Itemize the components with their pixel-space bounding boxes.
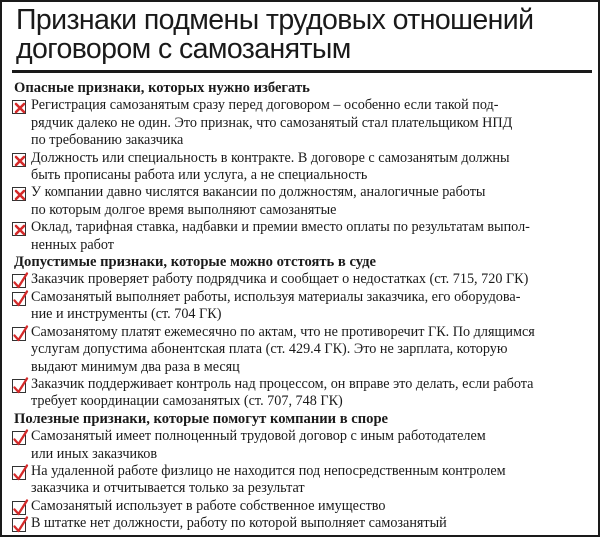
checkbox-box bbox=[12, 274, 26, 288]
item-text-line: выдают минимум два раза в месяц bbox=[31, 358, 240, 375]
item-text bbox=[31, 515, 596, 532]
title-divider bbox=[12, 70, 592, 73]
list-item bbox=[12, 289, 596, 324]
list-item bbox=[12, 271, 596, 288]
item-text-line: Заказчик поддерживает контроль над процессом, он вправе это делать, если работа bbox=[31, 375, 534, 392]
list-item bbox=[12, 219, 596, 254]
page-title bbox=[16, 6, 596, 64]
item-text bbox=[31, 97, 596, 149]
item-text-line: Оклад, тарифная ставка, надбавки и премии вместо оплаты по результатам выпол- bbox=[31, 219, 530, 236]
item-text-line: Заказчик проверяет работу подрядчика и сообщает о недостатках (ст. 715, 720 ГК) bbox=[31, 271, 529, 288]
checkbox-box bbox=[12, 327, 26, 341]
checkmark-icon bbox=[12, 429, 28, 447]
checkbox-box bbox=[12, 379, 26, 393]
checkbox-box bbox=[12, 466, 26, 480]
item-text-line: ние и инструменты (ст. 704 ГК) bbox=[31, 306, 222, 323]
item-text bbox=[31, 184, 596, 219]
item-text-line: На удаленной работе физлицо не находится под непосредственным контролем bbox=[31, 462, 506, 479]
item-text bbox=[31, 498, 596, 515]
list-item bbox=[12, 463, 596, 498]
item-text bbox=[31, 324, 596, 376]
checkmark-icon bbox=[12, 272, 28, 290]
checkmark-icon bbox=[12, 499, 28, 517]
checkmark-icon bbox=[12, 290, 28, 308]
list-item bbox=[12, 324, 596, 376]
list-item bbox=[12, 184, 596, 219]
item-text bbox=[31, 150, 596, 185]
item-text bbox=[31, 289, 596, 324]
cross-icon bbox=[12, 151, 28, 169]
item-text-line: или иных заказчиков bbox=[31, 445, 158, 462]
item-text bbox=[31, 376, 596, 411]
checkmark-icon bbox=[12, 377, 28, 395]
section-heading: Полезные признаки, которые помогут компании в споре bbox=[14, 410, 389, 427]
list-item bbox=[12, 150, 596, 185]
item-text-line: Самозанятый использует в работе собственное имущество bbox=[31, 497, 386, 514]
item-text-line: Самозанятый выполняет работы, используя материалы заказчика, его оборудова- bbox=[31, 288, 521, 305]
item-text-line: заказчика и отчитывается только за результат bbox=[31, 480, 305, 497]
item-text-line: Самозанятому платят ежемесячно по актам, что не противоречит ГК. По длящимся bbox=[31, 323, 535, 340]
cross-icon bbox=[12, 220, 28, 238]
item-text-line: рядчик далеко не один. Это признак, что самозанятый стал плательщиком НПД bbox=[31, 114, 513, 131]
checkbox-box bbox=[12, 153, 26, 167]
title-line: Признаки подмены трудовых отношений bbox=[16, 4, 534, 36]
checkbox-box bbox=[12, 222, 26, 236]
checkmark-icon bbox=[12, 464, 28, 482]
item-text-line: Регистрация самозанятым сразу перед договором – особенно если такой под- bbox=[31, 97, 499, 114]
item-text bbox=[31, 271, 596, 288]
list-item bbox=[12, 97, 596, 149]
cross-icon bbox=[12, 185, 28, 203]
section-heading: Опасные признаки, которых нужно избегать bbox=[14, 80, 310, 96]
item-text bbox=[31, 428, 596, 463]
checkmark-icon bbox=[12, 325, 28, 343]
item-text-line: услугам допустима абонентская плата (ст. 429.4 ГК). Это не зарплата, которую bbox=[31, 341, 508, 358]
item-text-line: по требованию заказчика bbox=[31, 132, 184, 149]
checkbox-box bbox=[12, 292, 26, 306]
item-text bbox=[31, 463, 596, 498]
item-text-line: Должность или специальность в контракте. В договоре с самозанятым должны bbox=[31, 149, 510, 166]
item-text-line: В штатке нет должности, работу по которой выполняет самозанятый bbox=[31, 515, 447, 532]
checkmark-icon bbox=[12, 516, 28, 534]
list-item bbox=[12, 515, 596, 532]
list-item bbox=[12, 428, 596, 463]
checkbox-box bbox=[12, 431, 26, 445]
item-text-line: быть прописаны работа или услуга, а не специальность bbox=[31, 167, 368, 184]
checkbox-box bbox=[12, 518, 26, 532]
checkbox-box bbox=[12, 187, 26, 201]
list-item bbox=[12, 376, 596, 411]
item-text-line: ненных работ bbox=[31, 236, 114, 253]
item-text-line: Самозанятый имеет полноценный трудовой договор с иным работодателем bbox=[31, 428, 486, 445]
checklist bbox=[12, 80, 596, 533]
item-text-line: У компании давно числятся вакансии по должностям, аналогичные работы bbox=[31, 184, 486, 201]
item-text bbox=[31, 219, 596, 254]
checkbox-box bbox=[12, 100, 26, 114]
item-text-line: требует координации самозанятых (ст. 707, 748 ГК) bbox=[31, 393, 343, 410]
item-text-line: по которым долгое время выполняют самозанятые bbox=[31, 201, 337, 218]
checkbox-box bbox=[12, 501, 26, 515]
title-line: договором с самозанятым bbox=[16, 33, 351, 65]
section-heading: Допустимые признаки, которые можно отстоять в суде bbox=[14, 254, 376, 271]
cross-icon bbox=[12, 98, 28, 116]
list-item bbox=[12, 498, 596, 515]
